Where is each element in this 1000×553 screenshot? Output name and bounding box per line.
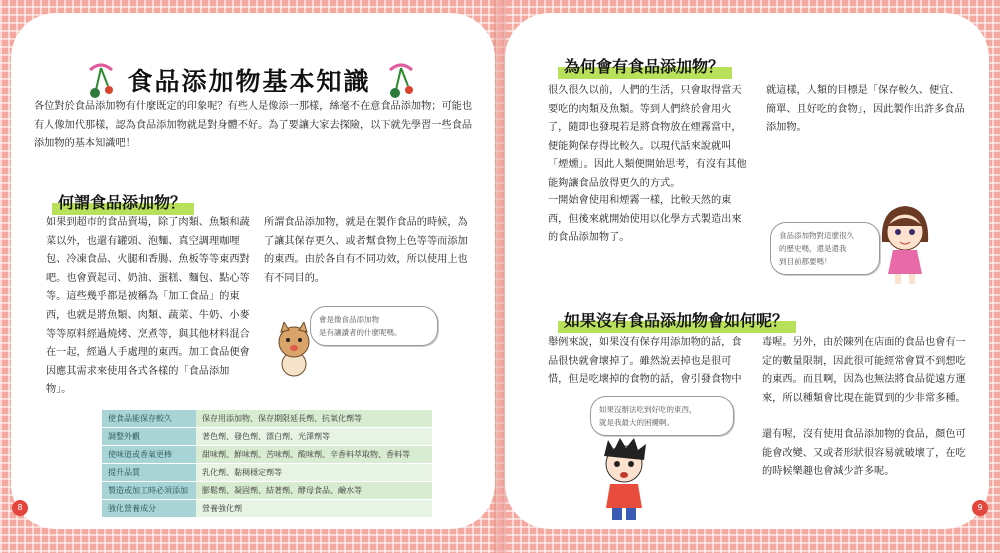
table-additive-cell: 保存用添加物、保存期限延長劑、抗氧化劑等 — [196, 410, 432, 428]
why-column-2: 就這樣，人類的目標是「保存較久、便宜、簡單、且好吃的食物」，因此製作出許多食品添加物。 — [766, 85, 965, 134]
additive-purpose-table — [102, 410, 432, 518]
table-row — [102, 482, 432, 500]
what-is-column-2: 所謂食品添加物，就是在製作食品的時候，為了讓其保存更久、或者幫食物上色等等而添加的東西。由於各自有不同功效，所以使用上也有不同目的。 — [264, 217, 468, 284]
right-page — [508, 16, 986, 526]
what-is-column-1: 如果到超市的食品賣場，除了肉類、魚類和蔬菜以外，也還有罐頭、泡麵、真空調理咖哩包、冷凍食品、火腿和香腸、魚板等等東西對吧。也會賣起司、奶油、蛋糕、麵包、點心等等。這些幾乎都是被稱為「加工食品」的東西，也就是將魚類、肉類、蔬菜、牛奶、小麥等等原料經過燒烤、烹煮等，與其他材料混合在一起，經過人手處理的東西。加工食品便會因應其需求來使用各式各樣的「食品添加物」。 — [46, 217, 250, 396]
squirrel-mascot-icon — [272, 322, 316, 378]
table-additive-cell: 營養強化劑 — [196, 500, 432, 518]
why-column-1b: 一開始會使用和煙霧一樣，比較天然的東西，但後來就開始使用以化學方式製造出來的食品添加物了。 — [548, 195, 742, 244]
section-heading-text: 如果沒有食品添加物會如何呢？ — [564, 311, 789, 330]
table-purpose-cell: 調整外觀 — [102, 428, 196, 446]
without-column-2a: 毒喔。另外，由於陳列在店面的食品也會有一定的數量限制，因此很可能經常會買不到想吃的東西。而且啊，因為也無法將食品從遠方運來，所以種類會比現在能買到的少非常多種。 — [762, 337, 966, 404]
table-row — [102, 464, 432, 482]
boy-mascot-icon — [594, 434, 654, 524]
table-purpose-cell: 使食品能保存較久 — [102, 410, 196, 428]
book-gutter — [494, 0, 506, 553]
page-number-badge: 8 — [12, 500, 28, 516]
table-purpose-cell: 製造或加工時必須添加 — [102, 482, 196, 500]
intro-paragraph: 各位對於食品添加物有什麼既定的印象呢？有些人是像添一那樣，絲毫不在意食品添加物；可能也有人像加代那樣，認為食品添加物就是對身體不好。為了要讓大家去探險，以下就先學習一些食品添加物的基本知識吧！ — [34, 101, 473, 150]
without-column-1: 舉例來說，如果沒有保存用添加物的話，食品很快就會壞掉了。雖然說丟掉也是很可惜，但是吃壞掉的食物的話，會引發食物中 — [548, 337, 742, 386]
page-number-badge: 9 — [972, 500, 988, 516]
speech-bubble: 食品添加物對這麼很久 的歷史嗎，還是還我 到目前都要嗎！ — [770, 222, 880, 275]
section-heading-text: 何謂食品添加物？ — [58, 193, 187, 212]
girl-mascot-icon — [870, 202, 940, 288]
section-heading-without — [558, 306, 796, 333]
table-row — [102, 428, 432, 446]
left-page — [14, 16, 492, 526]
table-additive-cell: 膨鬆劑、凝固劑、結著劑、酵母食品、鹼水等 — [196, 482, 432, 500]
table-row — [102, 446, 432, 464]
table-purpose-cell: 提升品質 — [102, 464, 196, 482]
table-additive-cell: 著色劑、發色劑、漂白劑、光澤劑等 — [196, 428, 432, 446]
page-title: 食品添加物基本知識 — [127, 67, 371, 96]
why-column-1a: 很久很久以前，人們的生活，只會取得當天要吃的肉類及魚類。等到人們終於會用火了，隨即也發現若是將食物放在煙霧當中，便能夠保存得比較久。以現代話來說就叫「煙燻」。因此人類便開始思考，有沒有其他能夠讓食品放得更久的方式。 — [548, 85, 747, 189]
table-purpose-cell: 使味道或香氣更棒 — [102, 446, 196, 464]
table-purpose-cell: 強化營養成分 — [102, 500, 196, 518]
section-heading-why — [558, 52, 732, 79]
table-row — [102, 410, 432, 428]
speech-bubble: 會是像食品添加物 是有讓讀者的什麼呢嗎。 — [310, 306, 438, 346]
table-additive-cell: 甜味劑、鮮味劑、苦味劑、酸味劑、辛香料萃取物、香料等 — [196, 446, 432, 464]
section-heading-text: 為何會有食品添加物？ — [564, 57, 725, 76]
herb-sprig-icon — [386, 60, 416, 100]
section-heading-what-is — [52, 188, 194, 215]
table-additive-cell: 乳化劑、黏稠穩定劑等 — [196, 464, 432, 482]
table-row — [102, 500, 432, 518]
speech-bubble: 如果沒辦法吃到好吃的東西， 就是我最大的困擾啊。 — [590, 396, 734, 436]
without-column-2b: 還有喔，沒有使用食品添加物的食品，顏色可能會改變、又或者形狀很容易就破壞了，在吃的時候樂趣也會減少許多呢。 — [762, 429, 966, 478]
